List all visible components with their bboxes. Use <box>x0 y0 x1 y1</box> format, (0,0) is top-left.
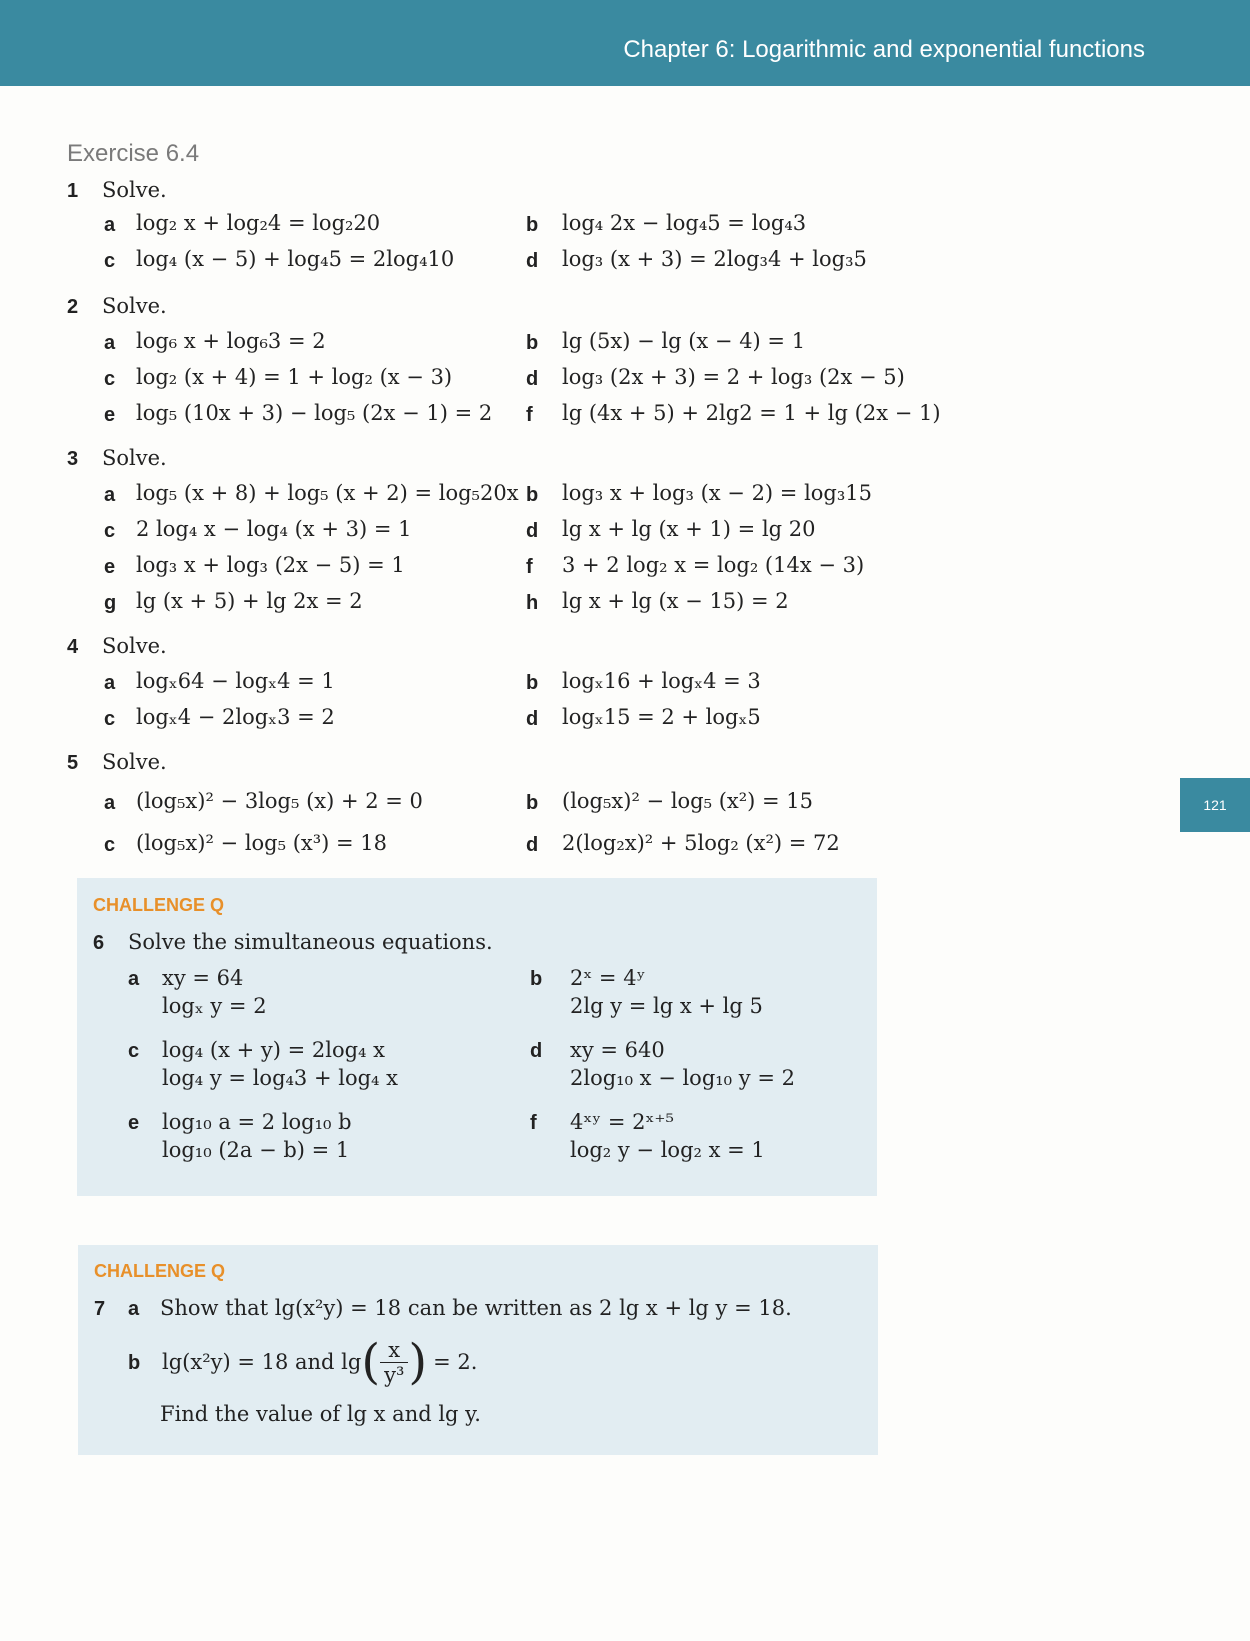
equation-line: 2log₁₀ x − log₁₀ y = 2 <box>570 1066 795 1090</box>
equation-line: log₄ y = log₄3 + log₄ x <box>162 1066 398 1090</box>
fraction-denominator: y³ <box>384 1362 405 1387</box>
question-prompt: Solve. <box>102 750 167 774</box>
question-number: 7 <box>94 1298 106 1320</box>
equation: log₃ (2x + 3) = 2 + log₃ (2x − 5) <box>562 365 905 389</box>
equation: lg x + lg (x + 1) = lg 20 <box>562 517 816 541</box>
equation-line: log₄ (x + y) = 2log₄ x <box>162 1038 385 1062</box>
part-label: e <box>104 404 116 426</box>
question-number: 5 <box>67 752 79 774</box>
equation: lg (4x + 5) + 2lg2 = 1 + lg (2x − 1) <box>562 401 941 425</box>
part-label: c <box>104 250 116 272</box>
part-label: b <box>128 1352 141 1374</box>
part-label: b <box>526 672 539 694</box>
equation-line: 4ˣʸ = 2ˣ⁺⁵ <box>570 1110 674 1134</box>
part-label: e <box>128 1112 140 1134</box>
equation: log₃ x + log₃ (2x − 5) = 1 <box>136 553 405 577</box>
equation: logₓ64 − logₓ4 = 1 <box>136 669 335 693</box>
part-label: f <box>530 1112 537 1134</box>
part-label: b <box>526 484 539 506</box>
equation: logₓ16 + logₓ4 = 3 <box>562 669 761 693</box>
part-label: a <box>104 214 116 236</box>
equation: Show that lg(x²y) = 18 can be written as 2 lg x + lg y = 18. <box>160 1296 792 1320</box>
part-label: f <box>526 404 533 426</box>
equation-line: logₓ y = 2 <box>162 994 267 1018</box>
part-label: b <box>526 332 539 354</box>
fraction-numerator: x <box>380 1338 408 1363</box>
question-prompt: Solve. <box>102 634 167 658</box>
part-label: c <box>128 1040 140 1062</box>
equation-line: log₂ y − log₂ x = 1 <box>570 1138 765 1162</box>
question-prompt: Solve. <box>102 446 167 470</box>
fraction <box>380 1338 408 1387</box>
part-label: b <box>526 214 539 236</box>
equation-line: xy = 64 <box>162 966 244 990</box>
page-number-tab: 121 <box>1180 778 1250 832</box>
part-label: b <box>526 792 539 814</box>
equation: log₄ (x − 5) + log₄5 = 2log₄10 <box>136 247 455 271</box>
equation: lg x + lg (x − 15) = 2 <box>562 589 789 613</box>
equation: (log₅x)² − log₅ (x³) = 18 <box>136 831 388 855</box>
equation: (log₅x)² − log₅ (x²) = 15 <box>562 789 814 813</box>
challenge-heading: CHALLENGE Q <box>93 895 225 915</box>
equation: log₂ x + log₂4 = log₂20 <box>136 211 381 235</box>
equation: lg (5x) − lg (x − 4) = 1 <box>562 329 806 353</box>
equation-right: = 2. <box>433 1350 478 1374</box>
part-label: a <box>104 332 116 354</box>
equation-left: lg(x²y) = 18 and lg <box>162 1350 362 1374</box>
part-label: d <box>526 368 539 390</box>
question-number: 3 <box>67 448 79 470</box>
question-prompt: Solve the simultaneous equations. <box>128 930 493 954</box>
question-number: 1 <box>67 180 79 202</box>
find-text: Find the value of lg x and lg y. <box>160 1402 481 1426</box>
question-prompt: Solve. <box>102 178 167 202</box>
part-label: d <box>526 708 539 730</box>
equation: log₄ 2x − log₄5 = log₄3 <box>562 211 807 235</box>
equation: log₅ (x + 8) + log₅ (x + 2) = log₅20x <box>136 481 519 505</box>
part-label: d <box>530 1040 543 1062</box>
challenge-heading: CHALLENGE Q <box>94 1261 226 1281</box>
equation-with-fraction <box>162 1330 477 1394</box>
part-label: f <box>526 556 533 578</box>
part-label: c <box>104 834 116 856</box>
close-paren: ) <box>408 1334 428 1390</box>
chapter-title: Chapter 6: Logarithmic and exponential functions <box>623 36 1145 63</box>
equation-line: 2lg y = lg x + lg 5 <box>570 994 763 1018</box>
equation: lg (x + 5) + lg 2x = 2 <box>136 589 363 613</box>
equation: 3 + 2 log₂ x = log₂ (14x − 3) <box>562 553 865 577</box>
equation: logₓ4 − 2logₓ3 = 2 <box>136 705 335 729</box>
open-paren: ( <box>361 1334 381 1390</box>
equation-line: xy = 640 <box>570 1038 665 1062</box>
equation: log₃ (x + 3) = 2log₃4 + log₃5 <box>562 247 867 271</box>
equation: (log₅x)² − 3log₅ (x) + 2 = 0 <box>136 789 423 813</box>
part-label: c <box>104 368 116 390</box>
part-label: a <box>128 968 140 990</box>
exercise-title: Exercise 6.4 <box>67 140 200 167</box>
part-label: h <box>526 592 539 614</box>
part-label: a <box>128 1298 140 1320</box>
question-number: 2 <box>67 296 79 318</box>
part-label: d <box>526 520 539 542</box>
part-label: a <box>104 672 116 694</box>
question-prompt: Solve. <box>102 294 167 318</box>
equation: 2 log₄ x − log₄ (x + 3) = 1 <box>136 517 412 541</box>
question-number: 6 <box>93 932 105 954</box>
part-label: c <box>104 520 116 542</box>
part-label: b <box>530 968 543 990</box>
part-label: d <box>526 250 539 272</box>
chapter-header-bar <box>0 0 1250 86</box>
part-label: a <box>104 792 116 814</box>
part-label: g <box>104 592 117 614</box>
question-number: 4 <box>67 636 79 658</box>
equation: log₆ x + log₆3 = 2 <box>136 329 326 353</box>
part-label: d <box>526 834 539 856</box>
equation: log₃ x + log₃ (x − 2) = log₃15 <box>562 481 873 505</box>
equation-line: log₁₀ a = 2 log₁₀ b <box>162 1110 352 1134</box>
equation: log₅ (10x + 3) − log₅ (2x − 1) = 2 <box>136 401 493 425</box>
equation: log₂ (x + 4) = 1 + log₂ (x − 3) <box>136 365 453 389</box>
part-label: c <box>104 708 116 730</box>
equation: 2(log₂x)² + 5log₂ (x²) = 72 <box>562 831 840 855</box>
equation: logₓ15 = 2 + logₓ5 <box>562 705 761 729</box>
part-label: e <box>104 556 116 578</box>
part-label: a <box>104 484 116 506</box>
equation-line: 2ˣ = 4ʸ <box>570 966 646 990</box>
equation-line: log₁₀ (2a − b) = 1 <box>162 1138 350 1162</box>
